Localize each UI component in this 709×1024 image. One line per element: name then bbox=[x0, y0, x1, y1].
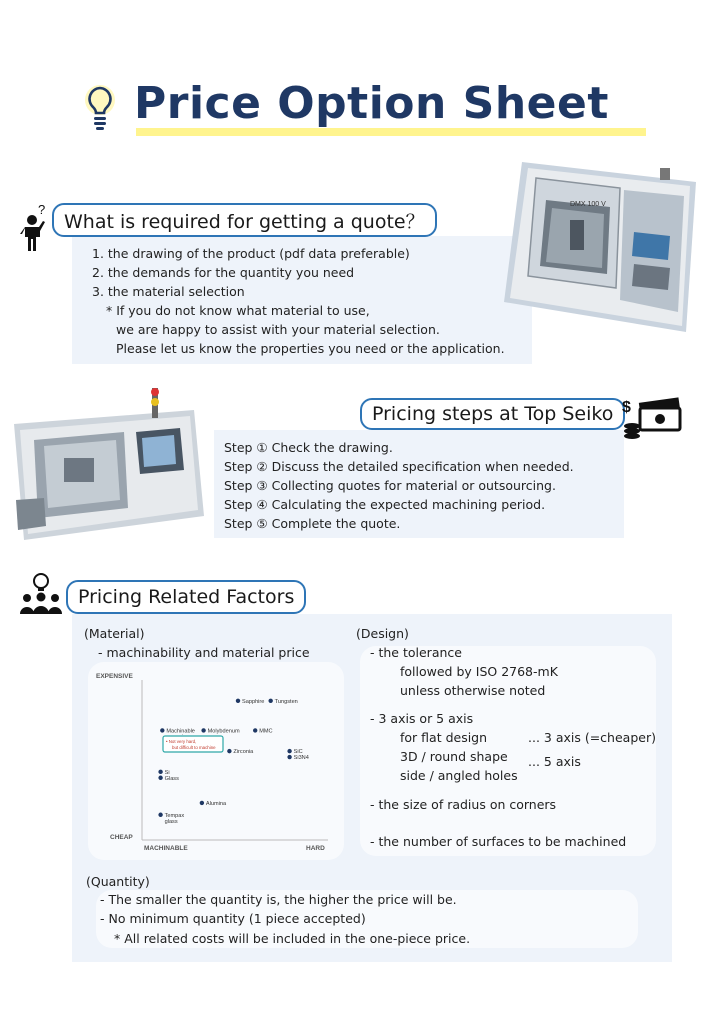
y-axis-bottom-label: CHEAP bbox=[110, 834, 133, 841]
chart-point bbox=[268, 699, 272, 703]
list-item: 2. the demands for the quantity you need bbox=[92, 265, 355, 280]
design-tolerance-detail-2: unless otherwise noted bbox=[400, 683, 546, 698]
design-label: (Design) bbox=[356, 626, 409, 641]
person-question-icon bbox=[16, 202, 52, 252]
design-surfaces: - the number of surfaces to be machined bbox=[370, 834, 627, 849]
design-axis-side: side / angled holes bbox=[400, 768, 518, 783]
quantity-line-1: - The smaller the quantity is, the higher the price will be. bbox=[100, 892, 457, 907]
design-axis-flat: for flat design bbox=[400, 730, 488, 745]
edm-machine-photo bbox=[4, 380, 210, 542]
cnc-machine-photo bbox=[500, 160, 700, 338]
chart-point bbox=[236, 699, 240, 703]
section1-heading: What is required for getting a quote？ bbox=[52, 203, 437, 237]
chart-canvas bbox=[96, 668, 336, 856]
chart-point-label: Zirconia bbox=[233, 749, 254, 756]
annotation-text: • Not very hard, but difficult to machine bbox=[166, 739, 216, 750]
section2-heading: Pricing steps at Top Seiko bbox=[360, 398, 625, 430]
title-block bbox=[80, 78, 650, 148]
machinability-price-chart bbox=[96, 668, 336, 856]
chart-point-label: Si bbox=[164, 769, 170, 776]
y-axis-top-label: EXPENSIVE bbox=[96, 673, 133, 680]
list-item: we are happy to assist with your material selection. bbox=[116, 322, 440, 337]
svg-text:?: ? bbox=[38, 202, 46, 217]
list-item: Step ③ Collecting quotes for material or outsourcing. bbox=[224, 478, 556, 493]
chart-point bbox=[287, 755, 291, 759]
lightbulb-icon bbox=[80, 82, 120, 138]
list-item: Step ⑤ Complete the quote. bbox=[224, 516, 401, 531]
team-idea-icon bbox=[18, 572, 64, 616]
chart-point bbox=[227, 749, 231, 753]
material-point: - machinability and material price bbox=[98, 645, 310, 660]
section1-list bbox=[92, 244, 505, 358]
chart-point bbox=[158, 770, 162, 774]
chart-point-label: Molybdenum bbox=[207, 728, 240, 735]
chart-point-label: Sapphire bbox=[242, 698, 265, 705]
chart-point-label: Tempax glass bbox=[164, 812, 185, 825]
quantity-line-2: - No minimum quantity (1 piece accepted) bbox=[100, 911, 366, 926]
x-axis-left-label: MACHINABLE bbox=[144, 845, 188, 852]
x-axis-right-label: HARD bbox=[306, 845, 325, 852]
chart-point bbox=[253, 728, 257, 732]
material-label: (Material) bbox=[84, 626, 145, 641]
list-item: Step ② Discuss the detailed specification when needed. bbox=[224, 459, 574, 474]
chart-point-label: Si3N4 bbox=[293, 755, 309, 762]
list-item: 3. the material selection bbox=[92, 284, 245, 299]
design-tolerance: - the tolerance bbox=[370, 645, 462, 660]
svg-text:$: $ bbox=[622, 399, 631, 416]
money-icon bbox=[622, 396, 684, 440]
chart-point-label: Tungsten bbox=[274, 698, 298, 705]
design-radius: - the size of radius on corners bbox=[370, 797, 557, 812]
machine-brand-label: DMX 100 V bbox=[570, 201, 606, 208]
chart-point-label: Glass bbox=[164, 775, 179, 782]
quantity-line-3: * All related costs will be included in the one-piece price. bbox=[114, 931, 471, 946]
chart-point bbox=[200, 801, 204, 805]
chart-point-label: Alumina bbox=[205, 800, 227, 807]
chart-point bbox=[287, 749, 291, 753]
pricing-steps-list bbox=[224, 438, 574, 533]
design-axis-flat-result: ... 3 axis (=cheaper) bbox=[528, 730, 656, 745]
list-item: Step ④ Calculating the expected machining period. bbox=[224, 497, 546, 512]
page-title: Price Option Sheet bbox=[134, 78, 609, 129]
design-axis-3d: 3D / round shape bbox=[400, 749, 508, 764]
design-tolerance-detail-1: followed by ISO 2768-mK bbox=[400, 664, 558, 679]
list-item: Step ① Check the drawing. bbox=[224, 440, 393, 455]
chart-point bbox=[160, 728, 164, 732]
list-item: 1. the drawing of the product (pdf data preferable) bbox=[92, 246, 410, 261]
section3-heading: Pricing Related Factors bbox=[66, 580, 306, 614]
chart-point-label: SiC bbox=[293, 749, 303, 756]
chart-point-label: Machinable bbox=[166, 728, 195, 735]
title-highlight bbox=[136, 128, 646, 136]
chart-point bbox=[158, 776, 162, 780]
design-axis-5-result: ... 5 axis bbox=[528, 754, 581, 769]
design-axis: - 3 axis or 5 axis bbox=[370, 711, 474, 726]
chart-point bbox=[158, 813, 162, 817]
list-item: * If you do not know what material to use, bbox=[106, 303, 370, 318]
list-item: Please let us know the properties you need or the application. bbox=[116, 341, 505, 356]
chart-point bbox=[201, 728, 205, 732]
chart-point-label: MMC bbox=[259, 728, 273, 735]
quantity-label: (Quantity) bbox=[86, 874, 150, 889]
